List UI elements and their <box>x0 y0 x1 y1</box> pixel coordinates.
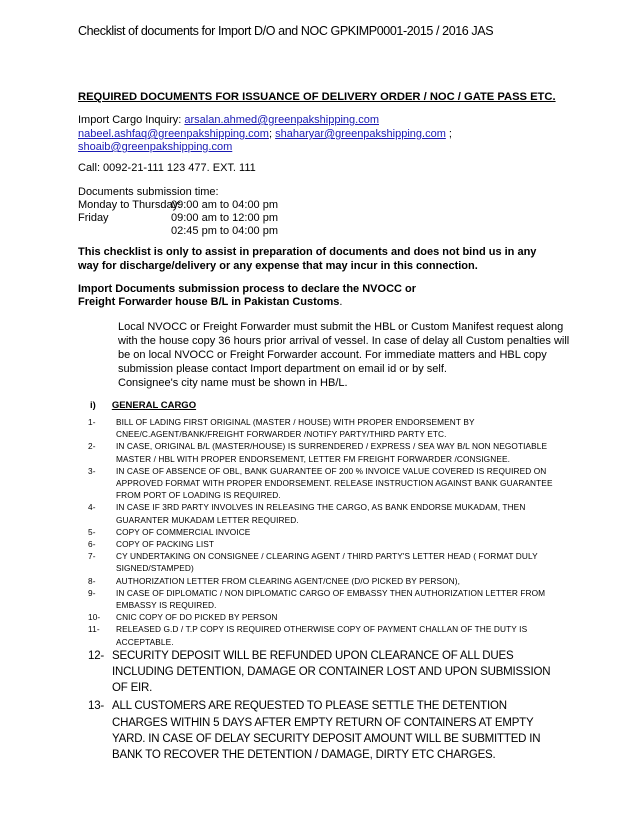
email-separator: ; <box>445 128 452 140</box>
list-item-number: 5- <box>88 526 96 537</box>
list-item <box>88 501 558 525</box>
list-item <box>88 587 558 611</box>
call-line: Call: 0092-21-111 123 477. EXT. 111 <box>78 162 256 174</box>
list-item <box>88 440 558 464</box>
submission-time: 09:00 am to 04:00 pm <box>171 199 279 211</box>
list-item-text: IN CASE OF ABSENCE OF OBL, BANK GUARANTEE OF 200 % INVOICE VALUE COVERED IS REQUIRED ON APPROVED FORMAT WITH PROPER ENDORSEMENT. RELEASE INSTRUCTION AGAINST BANK GUARANTEE FROM PORT OF LOADING IS REQUIRED. <box>116 465 553 501</box>
list-item-text: BILL OF LADING FIRST ORIGINAL (MASTER / HOUSE) WITH PROPER ENDORSEMENT BY CNEE/C.AGENT/BANK/FREIGHT FORWARDER /NOTIFY PARTY/THIRD PARTY ETC. <box>116 417 475 440</box>
list-item <box>88 550 558 574</box>
section-number: i) <box>90 400 96 411</box>
email-link-nabeel[interactable]: nabeel.ashfaq@greenpakshipping.com <box>78 128 269 140</box>
submission-day: Monday to Thursday: <box>78 199 182 211</box>
list-item-text: COPY OF PACKING LIST <box>116 539 215 550</box>
list-item-number: 13- <box>88 700 105 713</box>
submission-time: 09:00 am to 12:00 pm <box>171 212 279 224</box>
process-line-2-period: . <box>339 296 343 308</box>
process-line-2-text: Freight Forwarder house B/L in Pakistan Customs <box>78 296 340 308</box>
list-item-number: 9- <box>88 587 96 598</box>
inquiry-emails-line <box>78 127 452 141</box>
list-item <box>88 416 558 440</box>
list-item-number: 7- <box>88 551 96 562</box>
list-item <box>88 538 558 550</box>
submission-row <box>78 198 278 212</box>
consignee-note: Consignee's city name must be shown in HB/L. <box>118 377 348 389</box>
nvocc-paragraph: Local NVOCC or Freight Forwarder must submit the HBL or Custom Manifest request along with the house copy 36 hours prior arrival of vessel. In case of delay all Custom penalties will be on local NVOCC or Freight Forwarder account. For immediate matters and HBL copy submission please contact Import department on email id or by self. <box>118 321 570 375</box>
list-item <box>88 465 558 502</box>
submission-heading: Documents submission time: <box>78 186 219 198</box>
list-item-number: 8- <box>88 575 96 586</box>
submission-row <box>78 211 278 225</box>
list-item-text: ALL CUSTOMERS ARE REQUESTED TO PLEASE SETTLE THE DETENTION CHARGES WITHIN 5 DAYS AFTER EMPTY RETURN OF CONTAINERS AT EMPTY YARD. IN CASE OF DELAY SECURITY DEPOSIT AMOUNT WILL BE SUBMITTED IN BANK TO RECOVER THE DETENTION / DAMAGE, DIRTY ETC CHARGES. <box>112 700 541 762</box>
submission-time: 02:45 pm to 04:00 pm <box>171 225 279 237</box>
disclaimer: This checklist is only to assist in preparation of documents and does not bind us in any way for discharge/delivery or any expense that may incur in this connection. <box>78 246 537 272</box>
document-title: REQUIRED DOCUMENTS FOR ISSUANCE OF DELIVERY ORDER / NOC / GATE PASS ETC. <box>78 91 556 103</box>
submission-row <box>78 224 278 238</box>
inquiry-emails-line-2 <box>78 140 232 154</box>
list-item-number: 12- <box>88 649 105 662</box>
list-item-text: CNIC COPY OF DO PICKED BY PERSON <box>116 612 278 623</box>
section-label: GENERAL CARGO <box>111 400 197 411</box>
list-item-text: RELEASED G.D / T.P COPY IS REQUIRED OTHERWISE COPY OF PAYMENT CHALLAN OF THE DUTY IS ACCEPTABLE. <box>116 624 528 647</box>
list-item <box>88 575 558 587</box>
list-item <box>88 648 558 697</box>
list-item <box>88 623 558 647</box>
document-header: Checklist of documents for Import D/O and NOC GPKIMP0001-2015 / 2016 JAS <box>78 24 494 38</box>
list-item-text: IN CASE, ORIGINAL B/L (MASTER/HOUSE) IS SURRENDERED / EXPRESS / SEA WAY B/L NON NEGOTIABLE MASTER / HBL WITH PROPER ENDORSEMENT, LETTER FM FREIGHT FORWARDER /CONSIGNEE. <box>116 441 548 464</box>
list-item-number: 10- <box>88 612 101 623</box>
submission-day <box>78 224 171 238</box>
list-item <box>88 698 558 763</box>
list-item-text: SECURITY DEPOSIT WILL BE REFUNDED UPON CLEARANCE OF ALL DUES INCLUDING DETENTION, DAMAGE OR CONTAINER LOST AND UPON SUBMISSION OF EIR. <box>112 649 551 695</box>
list-item-number: 4- <box>88 502 96 513</box>
list-item-number: 1- <box>88 417 96 427</box>
list-item-number: 6- <box>88 539 96 550</box>
requirements-list <box>88 416 558 765</box>
email-link-shaharyar[interactable]: shaharyar@greenpakshipping.com <box>275 128 446 140</box>
email-link-shoaib[interactable]: shoaib@greenpakshipping.com <box>78 141 233 153</box>
list-item-number: 2- <box>88 441 96 452</box>
list-item <box>88 611 558 623</box>
list-item-number: 11- <box>88 624 100 635</box>
list-item-text: AUTHORIZATION LETTER FROM CLEARING AGENT/CNEE (D/O PICKED BY PERSON), <box>116 575 461 586</box>
list-item-text: IN CASE IF 3RD PARTY INVOLVES IN RELEASING THE CARGO, AS BANK ENDORSE MUKADAM, THEN GUARANTER MUKADAM LETTER REQUIRED. <box>116 502 526 525</box>
section-heading <box>90 400 196 411</box>
list-item-number: 3- <box>88 465 96 476</box>
list-item <box>88 526 558 538</box>
process-line-2 <box>78 295 342 309</box>
list-item-text: COPY OF COMMERCIAL INVOICE <box>116 526 251 537</box>
list-item-text: CY UNDERTAKING ON CONSIGNEE / CLEARING AGENT / THIRD PARTY'S LETTER HEAD ( FORMAT DULY SIGNED/STAMPED) <box>116 551 538 574</box>
process-line-1: Import Documents submission process to declare the NVOCC or <box>78 283 417 295</box>
list-item-text: IN CASE OF DIPLOMATIC / NON DIPLOMATIC CARGO OF EMBASSY THEN AUTHORIZATION LETTER FROM EMBASSY IS REQUIRED. <box>116 587 546 611</box>
inquiry-label: Import Cargo Inquiry: <box>78 114 185 126</box>
submission-day: Friday <box>78 212 109 224</box>
email-link-arsalan[interactable]: arsalan.ahmed@greenpakshipping.com <box>184 114 379 126</box>
email-separator: ; <box>268 128 276 140</box>
inquiry-line <box>78 113 379 127</box>
